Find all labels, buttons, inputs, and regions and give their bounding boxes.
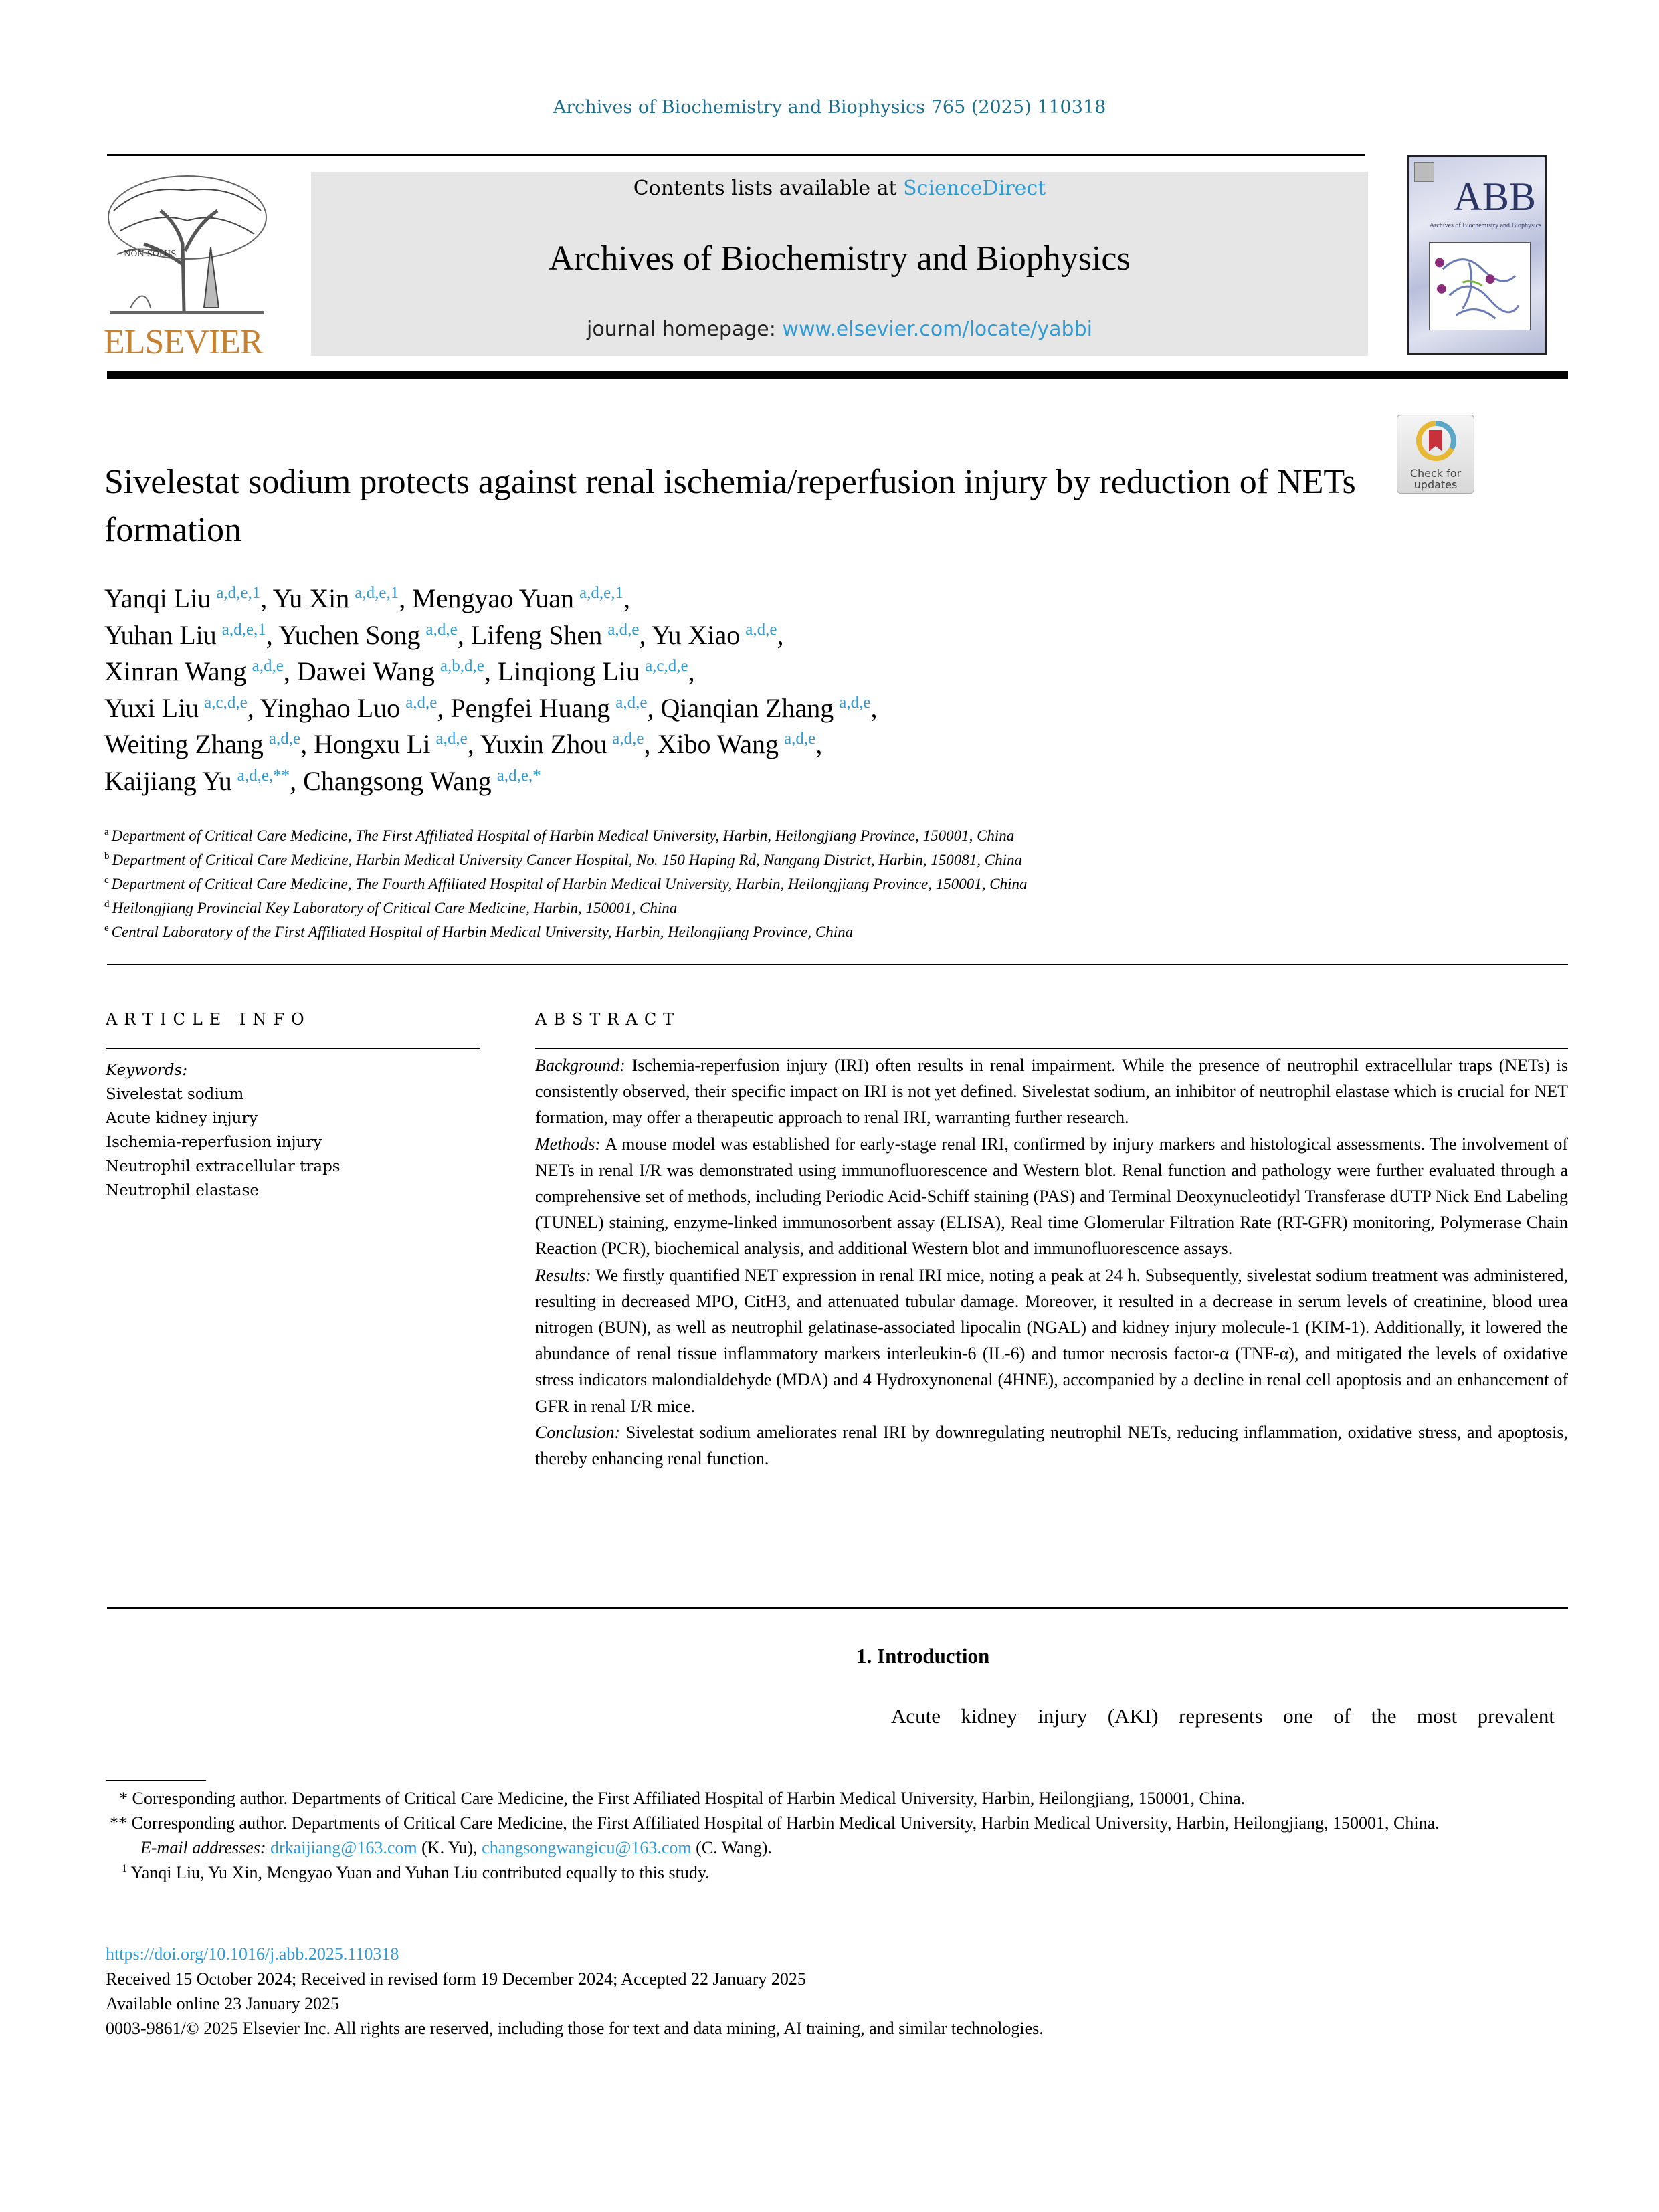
author[interactable] [278,620,457,650]
author-affiliation-marks[interactable]: a,d,e [612,730,644,748]
affiliation-text: Central Laboratory of the First Affiliated Hospital of Harbin Medical University, Harbin, Heilongjiang Province, China [111,924,854,940]
affiliation-key: a [104,827,109,837]
abstract-methods [535,1131,1568,1262]
abstract-section-text: A mouse model was established for early-stage renal IRI, confirmed by injury markers and histological assessments. The involvement of NETs in renal I/R was demonstrated using immunofluorescence and Western blot. Renal function and pathology were further evaluated through a comprehensive set of methods, including Periodic Acid-Schiff staining (PAS) and Terminal Deoxynucleotidyl Transferase dUTP Nick End Labeling (TUNEL) staining, enzyme-linked immunosorbent assay (ELISA), Real time Glomerular Filtration Rate (RT-GFR) monitoring, Polymerase Chain Reaction (PCR), biochemical analysis, and additional Western blot and immunofluorescence assays. [535,1134,1568,1259]
copyright: 0003-9861/© 2025 Elsevier Inc. All rights are reserved, including those for text and data mining, AI training, and similar technologies. [106,2019,1044,2038]
author-name: Pengfei Huang [450,692,611,723]
keyword-item: Sivelestat sodium [106,1086,244,1103]
affiliation-key: e [104,923,109,934]
affiliation-text: Heilongjiang Provincial Key Laboratory of Critical Care Medicine, Harbin, 150001, China [112,900,678,916]
author-name: Yu Xin [272,583,350,613]
abstract-section-label: Results: [535,1265,591,1285]
author-name: Mengyao Yuan [412,583,574,613]
affiliation-key: c [104,875,109,886]
article-info-heading: ARTICLE INFO [106,1010,311,1029]
author-name: Xinran Wang [104,656,247,686]
abstract-body [535,1052,1568,1472]
svg-text:NON SOLUS: NON SOLUS [124,249,177,258]
affiliation-item [104,920,1442,944]
author-name: Changsong Wang [303,765,492,796]
contents-prefix: Contents lists available at [633,177,904,200]
author-affiliation-marks[interactable]: a,c,d,e [645,657,688,675]
footnote-mark: * [119,1789,128,1808]
running-head-citation[interactable]: Archives of Biochemistry and Biophysics 765 (2025) 110318 [553,97,1106,118]
author-affiliation-marks[interactable]: a,d,e,** [237,766,290,785]
author-affiliation-marks[interactable]: a,d,e,1 [216,584,261,602]
author-affiliation-marks[interactable]: a,b,d,e [440,657,484,675]
author[interactable] [660,693,870,723]
affiliation-key: b [104,851,110,862]
keyword-item: Ischemia-reperfusion injury [106,1134,322,1151]
article-info-rule [106,1048,480,1049]
affiliation-item [104,848,1442,872]
abstract-section-text: We firstly quantified NET expression in renal IRI mice, noting a peak at 24 h. Subsequently, sivelestat sodium treatment was administered, resulting in decreased MPO, CitH3, and attenuated tubular damage. Moreover, it resulted in a decrease in serum levels of creatinine, blood urea nitrogen (BUN), as well as neutrophil gelatinase-associated lipocalin (NGAL) and kidney injury molecule-1 (KIM-1). Additionally, it lowered the abundance of renal tissue inflammatory markers interleukin-6 (IL-6) and tumor necrosis factor-α (TNF-α), and mitigated the levels of oxidative stress indicators malondialdehyde (MDA) and 4 Hydroxynonenal (4HNE), accompanied by a decline in renal cell apoptosis and an enhancement of GFR in renal I/R mice. [535,1265,1568,1416]
author-affiliation-marks[interactable]: a,d,e [615,693,648,712]
journal-homepage-link[interactable]: www.elsevier.com/locate/yabbi [782,318,1092,341]
publication-info [106,1942,1568,2041]
elsevier-wordmark: ELSEVIER [104,323,263,361]
footnote-mark: 1 [122,1863,127,1874]
affiliations-divider [107,964,1568,965]
author[interactable] [273,583,399,613]
elsevier-logo[interactable] [104,171,271,365]
abstract-section-label: Background: [535,1055,625,1075]
journal-name: Archives of Biochemistry and Biophysics [549,239,1131,278]
affiliation-text: Department of Critical Care Medicine, The First Affiliated Hospital of Harbin Medical University, Harbin, Heilongjiang Province, 150001, China [111,827,1015,844]
abstract-rule [535,1048,1568,1049]
abstract-section-label: Conclusion: [535,1422,621,1442]
footnotes [106,1786,1568,1885]
email-owner: (K. Yu), [417,1838,482,1857]
author-affiliation-marks[interactable]: a,d,e [784,730,816,748]
author[interactable] [471,620,640,650]
author[interactable] [104,693,248,723]
doi-link[interactable]: https://doi.org/10.1016/j.abb.2025.110318 [106,1944,399,1964]
author[interactable] [104,620,266,650]
header-thick-rule [107,371,1568,379]
email-link-kyu[interactable]: drkaijiang@163.com [270,1838,417,1857]
author-affiliation-marks[interactable]: a,d,e,* [496,766,541,785]
author-affiliation-marks[interactable]: a,d,e [745,620,777,639]
footnote-mark: ** [110,1813,127,1833]
footnote-text: Corresponding author. Departments of Critical Care Medicine, the First Affiliated Hospital of Harbin Medical University, Harbin Medical University, Harbin, Heilongjiang, 150001, China. [127,1813,1440,1833]
author-name: Yuhan Liu [104,619,217,650]
footnote-rule [106,1780,206,1781]
sciencedirect-link[interactable]: ScienceDirect [903,177,1046,200]
contents-line [311,172,1368,205]
author-name: Weiting Zhang [104,729,264,759]
author[interactable] [104,766,290,796]
article-title: Sivelestat sodium protects against renal ischemia/reperfusion injury by reduction of NETs formation [104,463,1356,549]
cover-abbrev: ABB [1453,175,1536,219]
check-updates-line2: updates [1413,478,1458,491]
email-label: E-mail addresses: [140,1838,266,1857]
homepage-label: journal homepage: [587,318,783,341]
received-dates: Received 15 October 2024; Received in revised form 19 December 2024; Accepted 22 January 2025 [106,1969,806,1989]
abstract-section-label: Methods: [535,1134,601,1154]
author-affiliation-marks[interactable]: a,d,e,1 [221,620,266,639]
cover-protein-structure-image [1429,242,1531,330]
author-name: Yanqi Liu [104,583,211,613]
author-name: Hongxu Li [314,729,431,759]
journal-banner [311,172,1368,356]
keyword-item: Acute kidney injury [106,1110,258,1127]
check-updates-line1: Check for [1409,467,1462,480]
author[interactable] [412,583,623,613]
abstract-section-text: Ischemia-reperfusion injury (IRI) often results in renal impairment. While the presence of neutrophil extracellular traps (NETs) is consistently observed, their specific impact on IRI is not yet defined. Sivelestat sodium, an inhibitor of neutrophil elastase which is crucial for NET formation, may offer a therapeutic approach to renal IRI, warranting further research. [535,1055,1568,1128]
crossmark-icon [1414,419,1457,462]
author[interactable] [303,766,541,796]
abstract-conclusion [535,1419,1568,1472]
author-affiliation-marks[interactable]: a,d,e [839,693,871,712]
author-name: Linqiong Liu [497,656,640,686]
author-affiliation-marks[interactable]: a,d,e [607,620,640,639]
footnote-emails [106,1835,1568,1860]
author[interactable] [104,583,260,613]
author-affiliation-marks[interactable]: a,d,e [268,730,301,748]
author[interactable] [297,656,484,686]
author-affiliation-marks[interactable]: a,d,e [252,657,284,675]
journal-cover-image[interactable] [1407,155,1547,355]
author[interactable] [480,729,644,759]
author[interactable] [652,620,777,650]
author-affiliation-marks[interactable]: a,d,e [405,693,437,712]
keywords-label: Keywords: [106,1062,187,1079]
footnote-corresponding-2 [106,1811,1568,1835]
author-name: Lifeng Shen [470,619,603,650]
affiliation-list [104,824,1442,944]
affiliation-text: Department of Critical Care Medicine, The Fourth Affiliated Hospital of Harbin Medical University, Harbin, Heilongjiang Province, 150001, China [111,876,1028,892]
author-name: Xibo Wang [657,729,779,759]
author[interactable] [498,656,688,686]
author[interactable] [657,729,815,759]
author-name: Dawei Wang [296,656,435,686]
author-name: Qianqian Zhang [660,692,834,723]
section-heading-introduction: 1. Introduction [856,1644,990,1668]
footnote-corresponding-1 [106,1786,1568,1811]
author-affiliation-marks[interactable]: a,d,e [435,730,468,748]
author-affiliation-marks[interactable]: a,d,e,1 [579,584,623,602]
header-rule [107,154,1365,156]
cover-elsevier-logo-icon [1414,162,1434,182]
footnote-text: Yanqi Liu, Yu Xin, Mengyao Yuan and Yuhan Liu contributed equally to this study. [130,1863,710,1882]
affiliation-text: Department of Critical Care Medicine, Harbin Medical University Cancer Hospital, No. 150 Haping Rd, Nangang District, Harbin, 150081, China [112,851,1023,868]
keyword-item: Neutrophil elastase [106,1182,260,1199]
homepage-line [311,318,1368,341]
author-affiliation-marks[interactable]: a,c,d,e [204,693,248,712]
email-owner: (C. Wang). [691,1838,772,1857]
abstract-results [535,1262,1568,1419]
email-link-cwang[interactable]: changsongwangicu@163.com [482,1838,692,1857]
affiliation-item [104,872,1442,896]
author[interactable] [260,693,437,723]
keyword-item: Neutrophil extracellular traps [106,1158,340,1175]
author[interactable] [104,656,284,686]
available-online: Available online 23 January 2025 [106,1994,339,2013]
author-name: Yuxin Zhou [480,729,607,759]
author-affiliation-marks[interactable]: a,d,e,1 [355,584,399,602]
author-name: Kaijiang Yu [104,765,232,796]
check-for-updates-button[interactable] [1397,415,1474,494]
author[interactable] [314,729,468,759]
tree-of-knowledge-icon [104,171,271,321]
cover-subtitle: Archives of Biochemistry and Biophysics [1429,222,1541,229]
footnote-equal-contribution [106,1860,1568,1885]
affiliation-item [104,896,1442,920]
keywords-block [106,1058,340,1203]
author-list: Yanqi Liu $^{a,d,e,1}$, Yu Xin $^{a,d,e,1}$, Mengyao Yuan $^{a,d,e,1}$, Yuhan Liu $^{a,d,e,1}$, Yuchen Song $^{a,d,e}$, Lifeng Shen $^{a,d,e}$, Yu Xiao $^{a,d,e}$, Xinran Wang $^{a,d,e}$, Dawei Wang $^{a,b,d,e}$, Linqiong Liu $^{a,c,d,e}$, Yuxi Liu $^{a,c,d,e}$, Yinghao Luo $^{a,d,e}$, Pengfei Huang $^{a,d,e}$, Qianqian Zhang $^{a,d,e}$, Weiting Zhang $^{a,d,e}$, Hongxu Li $^{a,d,e}$, Yuxin Zhou $^{a,d,e}$, Xibo Wang $^{a,d,e}$, Kaijiang Yu $^{a,d,e,**}$, Changsong Wang $^{a,d,e,*}$ [104,583,878,796]
author-name: Yinghao Luo [260,692,401,723]
author-name: Yu Xiao [652,619,741,650]
affiliation-key: d [104,899,110,910]
abstract-background [535,1052,1568,1131]
author[interactable] [104,729,300,759]
abstract-section-text: Sivelestat sodium ameliorates renal IRI by downregulating neutrophil NETs, reducing inflammation, oxidative stress, and apoptosis, thereby enhancing renal function. [535,1422,1568,1469]
abstract-heading: ABSTRACT [535,1010,681,1029]
author-affiliation-marks[interactable]: a,d,e [425,620,458,639]
abstract-divider [107,1607,1568,1609]
author-name: Yuxi Liu [104,692,199,723]
footnote-text: Corresponding author. Departments of Critical Care Medicine, the First Affiliated Hospital of Harbin Medical University, Harbin, Heilongjiang, 150001, China. [128,1789,1246,1808]
introduction-first-line: Acute kidney injury (AKI) represents one of the most prevalent [891,1704,1555,1728]
author[interactable] [450,693,647,723]
author-name: Yuchen Song [278,619,421,650]
affiliation-item [104,824,1442,848]
